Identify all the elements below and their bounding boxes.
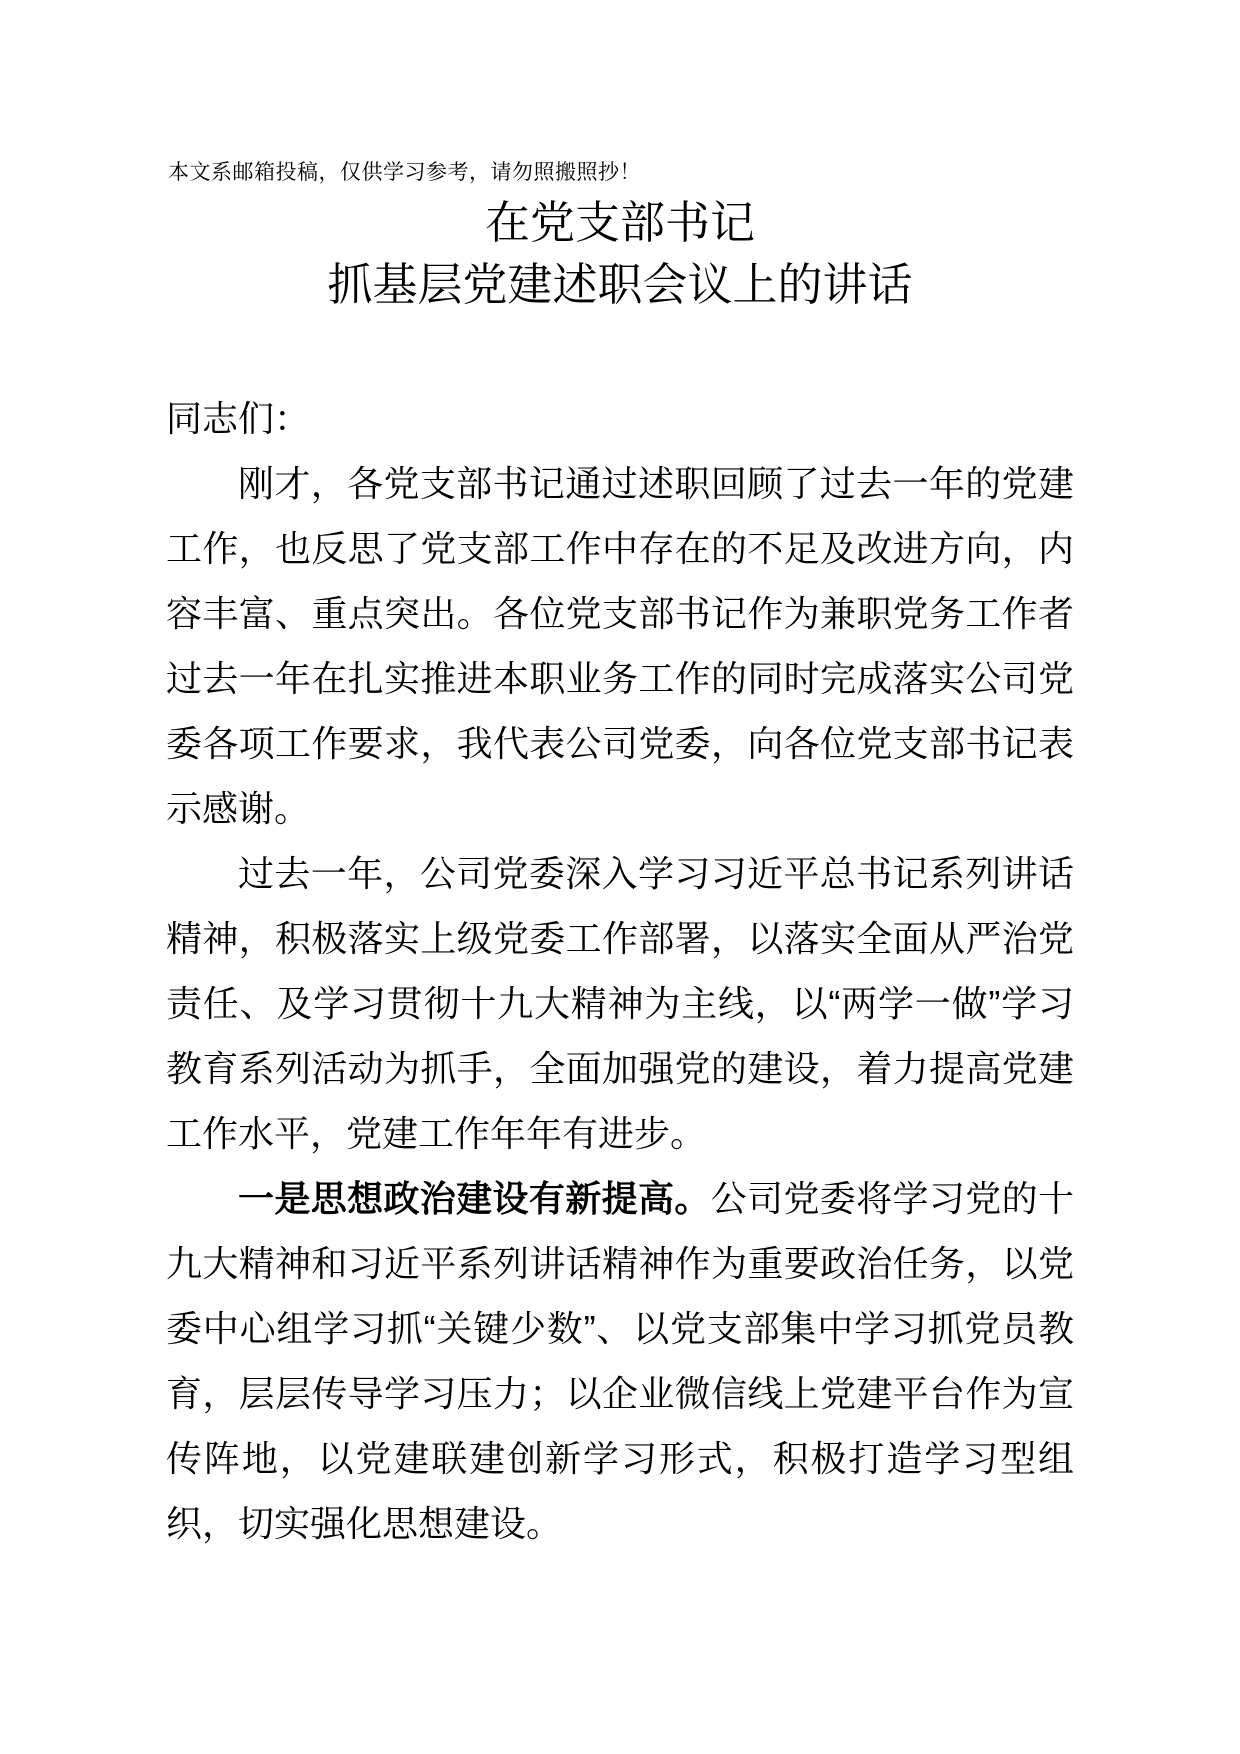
document-title [166,192,1074,316]
title-line-2: 抓基层党建述职会议上的讲话 [327,259,913,310]
paragraph [166,451,1074,841]
paragraph-lead-bold: 一是思想政治建设有新提高。 [238,1178,711,1219]
title-line-1: 在党支部书记 [484,197,755,248]
paragraph-text: 过去一年，公司党委深入学习习近平总书记系列讲话精神，积极落实上级党委工作部署，以落实全面从严治党责任、及学习贯彻十九大精神为主线，以“两学一做”学习教育系列活动为抓手，全面加强党的建设，着力提高党建工作水平，党建工作年年有进步。 [166,853,1074,1154]
paragraph [166,1166,1074,1556]
paragraph-text: 公司党委将学习党的十九大精神和习近平系列讲话精神作为重要政治任务，以党委中心组学习抓“关键少数”、以党支部集中学习抓党员教育，层层传导学习压力；以企业微信线上党建平台作为宣传阵地，以党建联建创新学习形式，积极打造学习型组织，切实强化思想建设。 [166,1178,1074,1544]
paragraph-text: 刚才，各党支部书记通过述职回顾了过去一年的党建工作，也反思了党支部工作中存在的不足及改进方向，内容丰富、重点突出。各位党支部书记作为兼职党务工作者过去一年在扎实推进本职业务工作的同时完成落实公司党委各项工作要求，我代表公司党委，向各位党支部书记表示感谢。 [166,463,1074,829]
salutation: 同志们： [166,398,311,439]
document-body [166,386,1074,1556]
disclaimer-note: 本文系邮箱投稿，仅供学习参考，请勿照搬照抄！ [168,161,641,184]
paragraph [166,841,1074,1166]
